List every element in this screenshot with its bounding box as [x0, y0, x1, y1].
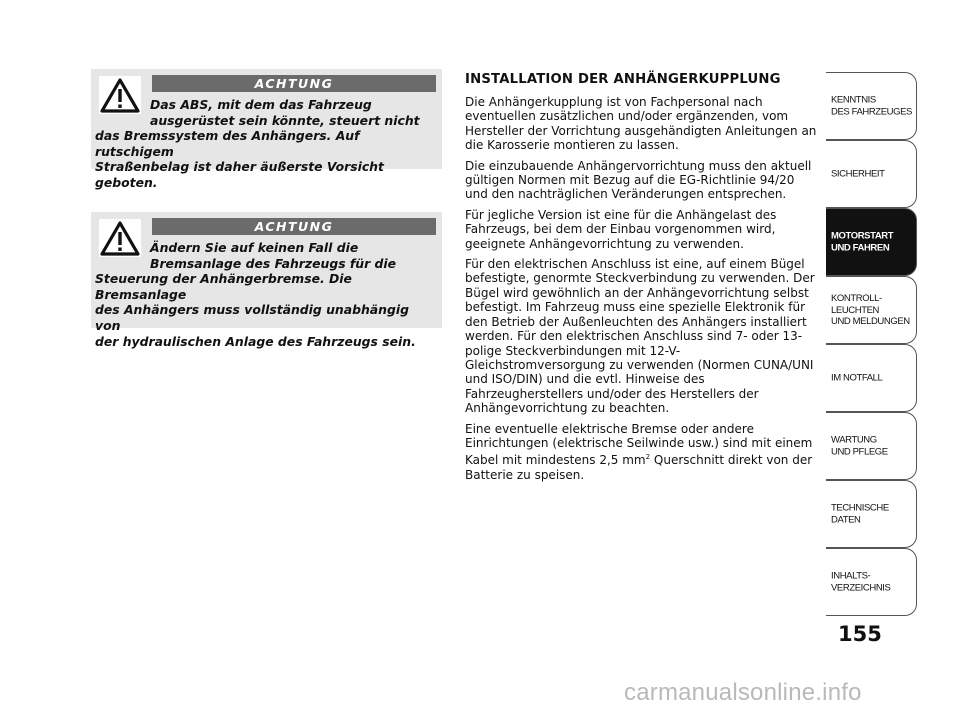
warning-text-line: das Bremssystem des Anhängers. Auf rutschigem [95, 128, 360, 159]
warning-text-line: Ändern Sie auf keinen Fall die [150, 240, 359, 255]
article-text: Eine eventuelle elektrische Bremse oder andere Einrichtungen (elektrische Seilwinde usw.) sind mit einem Kabel mit mindestens 2,5 mm [465, 421, 813, 468]
superscript: 2 [645, 453, 651, 462]
warning-text-line: ausgerüstet sein könnte, steuert nicht [150, 112, 420, 128]
tab-label: IM NOTFALL [831, 372, 883, 384]
warning-box-brakes [91, 212, 442, 349]
tab-label: INHALTS- VERZEICHNIS [831, 570, 891, 593]
tab-label: WARTUNG UND PFLEGE [831, 434, 888, 457]
warning-label: ACHTUNG [152, 75, 436, 92]
tab-label: KONTROLL- LEUCHTEN UND MELDUNGEN [831, 292, 910, 327]
article-paragraph: Die Anhängerkupplung ist von Fachpersonal nach eventuellen zusätzlichen und/oder ergänzenden, vom Hersteller der Vorrichtung ausgehändigten Anleitungen an die Karosserie montieren zu lassen. [465, 95, 817, 153]
article-text: Querschnitt direkt von der Batterie zu speisen. [465, 453, 813, 482]
tab-motorstart[interactable] [826, 208, 917, 276]
article-paragraph: Für jegliche Version ist eine für die Anhängelast des Fahrzeugs, bei dem der Einbau vorgenommen wird, geeignete Anhängevorrichtung zu verwenden. [465, 207, 777, 251]
tab-label: TECHNISCHE DATEN [831, 502, 889, 525]
tab-kenntnis[interactable] [826, 72, 917, 140]
article-paragraph: Die einzubauende Anhängervorrichtung muss den aktuell gültigen Normen mit Bezug auf die EG-Richtlinie 94/20 und den nachträglichen Veränderungen entsprechen. [465, 158, 812, 202]
tab-wartung[interactable] [826, 412, 917, 480]
article-title: INSTALLATION DER ANHÄNGERKUPPLUNG [465, 72, 781, 87]
warning-text-line: Steuerung der Anhängerbremse. Die Bremsanlage [95, 271, 352, 302]
warning-text-line: Straßenbelag ist daher äußerste Vorsicht geboten. [95, 159, 384, 190]
warning-text-line: der hydraulischen Anlage des Fahrzeugs sein. [95, 333, 416, 349]
tab-im-notfall[interactable] [826, 344, 917, 412]
article [465, 72, 819, 488]
warning-text [95, 97, 436, 191]
tab-label: MOTORSTART UND FAHREN [831, 230, 894, 253]
warning-label: ACHTUNG [152, 218, 436, 235]
tab-technische-daten[interactable] [826, 480, 917, 548]
tab-kontrollleuchten[interactable] [826, 276, 917, 344]
page-number: 155 [838, 622, 882, 646]
article-paragraph [465, 422, 819, 483]
tab-label: KENNTNIS DES FAHRZEUGES [831, 94, 912, 117]
warning-box-abs [91, 69, 442, 190]
tab-inhaltsverzeichnis[interactable] [826, 548, 917, 616]
watermark: carmanualsonline.info [624, 679, 862, 706]
warning-text-line: Das ABS, mit dem das Fahrzeug [150, 97, 372, 112]
warning-text-line: des Anhängers muss vollständig unabhängig von [95, 302, 409, 333]
article-paragraph: Für den elektrischen Anschluss ist eine, auf einem Bügel befestigte, genormte Steckverbindung zu verwenden. Der Bügel wird gewöhnlich an der Anhängevorrichtung selbst befestigt. Im Fahrzeug muss eine spezielle Elektronik für den Betrieb der Außenleuchten des Anhängers installiert werden. Für den elektrischen Anschluss sind 7- oder 13-polige Steckverbindungen mit 12-V-Gleichstromversorgung zu verwenden (Normen CUNA/UNI und ISO/DIN) und die evtl. Hinweise des Fahrzeugherstellers und/oder des Herstellers der Anhängevorrichtung zu beachten. [465, 257, 815, 416]
tab-label: SICHERHEIT [831, 168, 885, 180]
warning-text [95, 240, 436, 349]
warning-text-line: Bremsanlage des Fahrzeugs für die [150, 255, 397, 271]
tab-sicherheit[interactable] [826, 140, 917, 208]
